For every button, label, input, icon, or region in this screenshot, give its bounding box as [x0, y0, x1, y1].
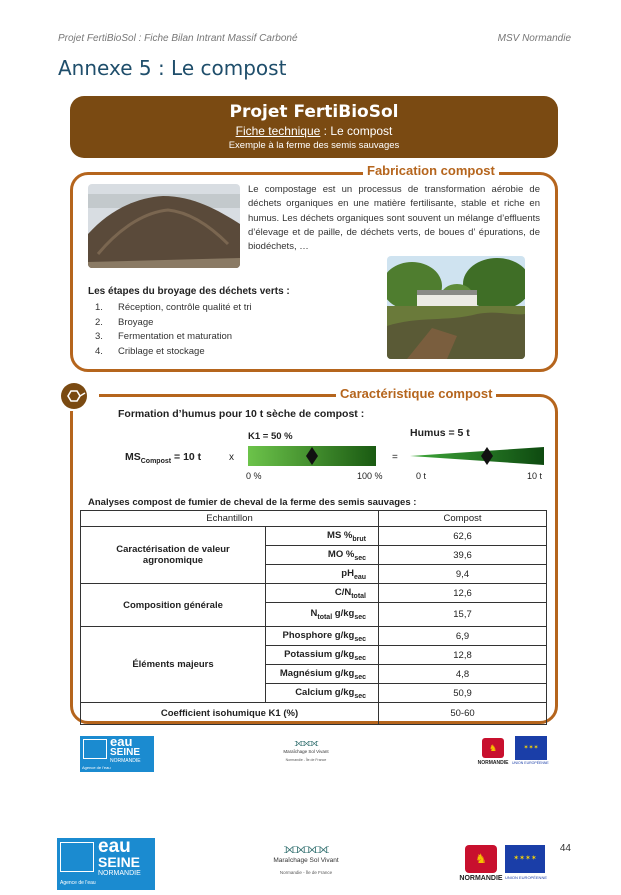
lion-icon: ♞ — [482, 738, 504, 758]
row-name-text: Magnésium g/kg — [279, 667, 355, 679]
row-name-text: Phosphore g/kg — [282, 629, 355, 641]
row-value: 62,6 — [379, 527, 547, 546]
times-sign: x — [229, 452, 234, 463]
row-name — [266, 546, 379, 565]
banner-subtitle-suffix: : Le compost — [320, 124, 393, 138]
step-text: Fermentation et maturation — [118, 331, 233, 342]
row-name-sub: total — [317, 613, 333, 621]
water-icon — [83, 739, 107, 759]
banner-subtitle — [70, 124, 558, 138]
normandie-text: NORMANDIE — [459, 875, 503, 882]
humus-gauge — [410, 446, 544, 466]
msv-logo — [266, 840, 346, 875]
eu-stars: ✶✶✶ — [523, 745, 539, 751]
formation-title: Formation d’humus pour 10 t sèche de compost : — [118, 408, 365, 420]
eau-seine-normandie-logo-small — [80, 736, 154, 772]
logo-eau-text: eau — [98, 836, 131, 857]
logo-seine-text: SEINE — [98, 854, 141, 870]
ms-sub: Compost — [140, 458, 172, 466]
table-row — [81, 527, 547, 546]
step-number: 1. — [95, 302, 103, 313]
step-text: Broyage — [118, 316, 154, 328]
ms-value: = 10 t — [174, 451, 202, 463]
row-value: 50,9 — [379, 684, 547, 703]
row-name-sub: sec — [354, 554, 366, 562]
row-value: 15,7 — [379, 603, 547, 627]
eu-flag-icon — [505, 845, 545, 873]
row-value: 39,6 — [379, 546, 547, 565]
banner-caption: Exemple à la ferme des semis sauvages — [228, 140, 400, 151]
steps-list — [95, 301, 252, 359]
row-value: 9,4 — [379, 565, 547, 584]
equals-sign: = — [392, 452, 398, 463]
ms-label: MS — [125, 451, 141, 463]
step-number: 3. — [95, 331, 103, 342]
row-name — [266, 665, 379, 684]
list-item — [95, 345, 252, 360]
fabrication-title: Fabrication compost — [363, 163, 499, 178]
msv-region: Normandie - Île de France — [279, 870, 333, 875]
list-item — [95, 316, 252, 331]
step-number: 2. — [95, 316, 103, 328]
msv-name: Maraîchage Sol Vivant — [283, 749, 329, 754]
row-name-text: Calcium g/kg — [295, 686, 355, 698]
row-name-sub: eau — [353, 573, 366, 581]
logo-normandie-text: NORMANDIE — [98, 870, 141, 877]
compost-pile-photo — [88, 184, 240, 268]
row-name-sub: sec — [354, 692, 366, 700]
row-name-text: N — [310, 608, 318, 620]
row-name — [266, 527, 379, 546]
list-item — [95, 330, 252, 345]
steps-title: Les étapes du broyage des déchets verts : — [88, 286, 290, 297]
header-right: MSV Normandie — [497, 33, 571, 44]
analyses-table — [80, 510, 547, 725]
logo-eau-caption: Agence de l'eau — [60, 880, 96, 886]
banner-subtitle-prefix: Fiche technique — [235, 124, 321, 138]
row-value: 12,8 — [379, 646, 547, 665]
eu-text: UNION EUROPÉENNE — [505, 875, 548, 880]
msv-logo-small — [278, 738, 334, 762]
group-label: Caractérisation de valeur agronomique — [81, 527, 266, 584]
eu-flag-icon-small — [515, 736, 547, 760]
row-name-sub: sec — [354, 635, 366, 643]
eau-seine-normandie-logo — [57, 838, 155, 890]
title-banner — [70, 96, 558, 158]
normandie-logo — [456, 845, 506, 882]
row-name-text-2: g/kg — [332, 608, 355, 620]
step-text: Réception, contrôle qualité et tri — [118, 302, 252, 313]
ms-compost-equation — [125, 451, 201, 465]
row-name-text: Potassium g/kg — [284, 648, 355, 660]
row-name-sub: total — [351, 592, 366, 600]
msv-name: Maraîchage Sol Vivant — [273, 857, 339, 864]
row-name-sub: sec — [354, 654, 366, 662]
humus-marker — [481, 447, 493, 465]
header-echantillon: Echantillon — [81, 511, 379, 527]
row-name-sub: brut — [352, 535, 366, 543]
banner-title: Projet FertiBioSol — [229, 102, 399, 122]
step-text: Criblage et stockage — [118, 345, 205, 357]
row-name — [266, 684, 379, 703]
farm-site-photo — [387, 256, 525, 359]
k1-max: 100 % — [357, 471, 383, 481]
eu-text-small: UNION EUROPÉENNE — [512, 761, 549, 765]
row-value: 4,8 — [379, 665, 547, 684]
row-value: 6,9 — [379, 627, 547, 646]
caracteristique-title: Caractéristique compost — [336, 386, 496, 401]
normandie-logo-small — [473, 738, 513, 766]
row-name — [266, 603, 379, 627]
footer-value: 50-60 — [379, 703, 547, 725]
humus-label: Humus = 5 t — [410, 427, 470, 439]
header-compost: Compost — [379, 511, 547, 527]
page-number: 44 — [559, 843, 571, 854]
table-row — [81, 584, 547, 603]
humus-min: 0 t — [416, 471, 427, 481]
row-name-text: MS % — [327, 529, 353, 541]
hexagon-icon-wrap — [59, 381, 99, 411]
table-row — [81, 627, 547, 646]
eu-stars: ✶✶✶✶ — [513, 855, 537, 862]
msv-region: Normandie - Île de France — [285, 758, 327, 762]
footer-label: Coefficient isohumique K1 (%) — [81, 703, 379, 725]
logo-eau-text: eau — [110, 734, 133, 749]
water-icon — [60, 842, 94, 872]
humus-max: 10 t — [527, 471, 543, 481]
logo-seine-text: SEINE — [110, 747, 141, 758]
list-item — [95, 301, 252, 316]
annex-title: Annexe 5 : Le compost — [58, 56, 287, 80]
dna-icon: ⟗⟗⟗⟗ — [283, 840, 329, 856]
logo-eau-caption: Agence de l'eau — [82, 765, 111, 770]
k1-gauge — [248, 446, 376, 466]
fabrication-paragraph: Le compostage est un processus de transformation aérobie de déchets organiques en une matière fertilisante, stable et riche en humus. Les déchets organiques sont souvent un mélange d’effluents d’élevage et de paille, de déchets verts, de boues d’ épurations, de biodéchets, … — [248, 184, 540, 253]
row-name — [266, 584, 379, 603]
row-name-sub: sec — [354, 673, 366, 681]
analyses-title: Analyses compost de fumier de cheval de la ferme des semis sauvages : — [88, 497, 417, 508]
row-value: 12,6 — [379, 584, 547, 603]
row-name — [266, 646, 379, 665]
row-name — [266, 627, 379, 646]
dna-icon: ⟗⟗⟗ — [294, 738, 318, 749]
row-name-sub-2: sec — [354, 613, 366, 621]
group-label: Éléments majeurs — [81, 627, 266, 703]
row-name-text: C/N — [334, 586, 352, 598]
row-name-text: pH — [341, 567, 354, 579]
row-name — [266, 565, 379, 584]
logo-normandie-text: NORMANDIE — [110, 758, 141, 764]
group-label: Composition générale — [81, 584, 266, 627]
k1-min: 0 % — [246, 471, 262, 481]
table-header-row — [81, 511, 547, 527]
normandie-text: NORMANDIE — [477, 760, 509, 766]
row-name-text: MO % — [327, 548, 355, 560]
hexagon-icon — [59, 381, 99, 411]
table-footer-row — [81, 703, 547, 725]
lion-icon: ♞ — [465, 845, 497, 873]
step-number: 4. — [95, 345, 103, 357]
k1-label: K1 = 50 % — [248, 431, 293, 442]
header-left: Projet FertiBioSol : Fiche Bilan Intrant Massif Carboné — [58, 33, 298, 44]
